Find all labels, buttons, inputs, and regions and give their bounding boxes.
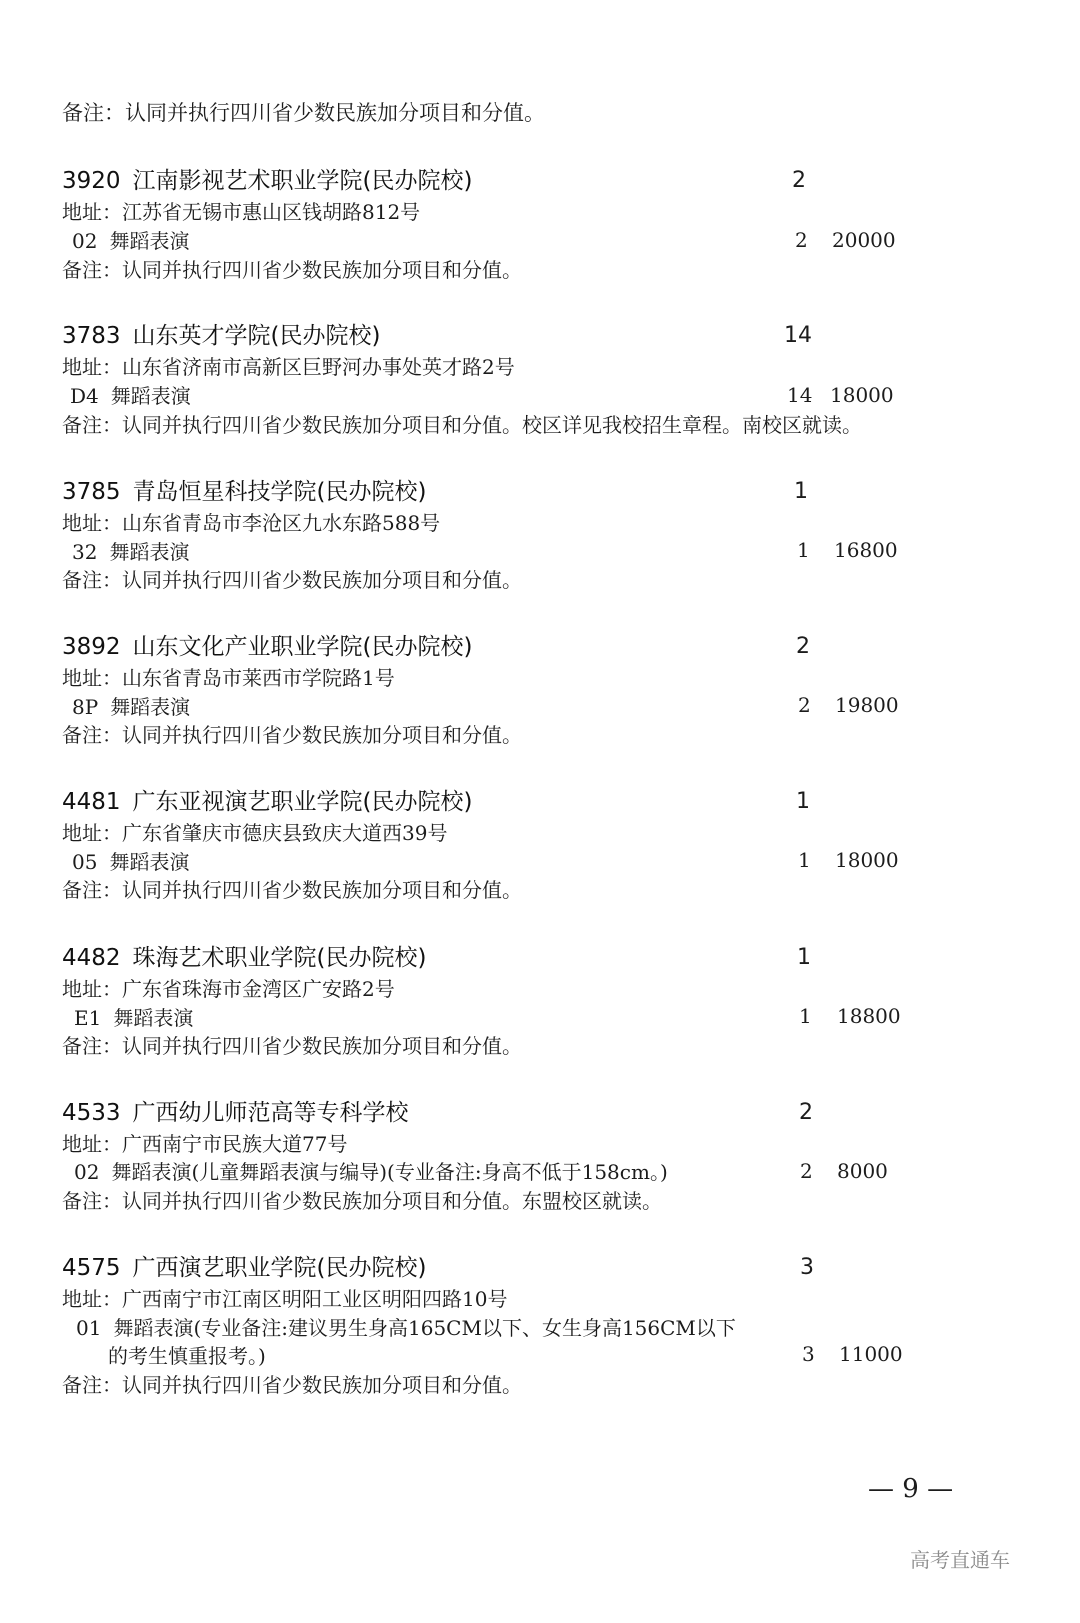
school-name: 山东文化产业职业学院(民办院校) — [132, 634, 473, 660]
major-quota: 3 — [802, 1342, 815, 1366]
major-quota: 14 — [787, 383, 813, 407]
school-total-quota: 1 — [797, 945, 811, 970]
school-address: 地址：山东省济南市高新区巨野河办事处英才路2号 — [62, 355, 515, 379]
major-name: 舞蹈表演(专业备注:建议男生身高165CM以下、女生身高156CM以下 — [113, 1316, 736, 1340]
school-total-quota: 1 — [796, 789, 810, 814]
school-total-quota: 2 — [792, 168, 806, 193]
school-remark: 备注：认同并执行四川省少数民族加分项目和分值。 — [62, 1373, 522, 1397]
major-code: 05 — [72, 850, 98, 874]
school-remark: 备注：认同并执行四川省少数民族加分项目和分值。 — [62, 723, 522, 747]
school-total-quota: 3 — [800, 1255, 814, 1280]
major-code: 02 — [72, 229, 98, 253]
school-code: 4533 — [62, 1100, 121, 1126]
major-quota: 2 — [800, 1159, 813, 1183]
top-remark: 备注：认同并执行四川省少数民族加分项目和分值。 — [62, 101, 545, 125]
major-fee: 18000 — [830, 383, 894, 407]
school-address: 地址：广东省珠海市金湾区广安路2号 — [62, 977, 395, 1001]
major-fee: 20000 — [832, 228, 896, 252]
major-code: 8P — [72, 695, 99, 719]
major-fee: 11000 — [839, 1342, 903, 1366]
major-name: 舞蹈表演 — [109, 540, 190, 564]
school-name: 江南影视艺术职业学院(民办院校) — [132, 168, 473, 194]
school-name: 珠海艺术职业学院(民办院校) — [132, 945, 427, 971]
school-remark: 备注：认同并执行四川省少数民族加分项目和分值。 — [62, 1034, 522, 1058]
major-name: 舞蹈表演 — [110, 695, 191, 719]
school-total-quota: 2 — [796, 634, 810, 659]
school-header — [62, 789, 473, 817]
major-row — [72, 229, 189, 253]
major-fee: 19800 — [835, 693, 899, 717]
major-code: 02 — [74, 1160, 100, 1184]
major-quota: 1 — [798, 848, 811, 872]
school-header — [62, 168, 473, 196]
school-remark: 备注：认同并执行四川省少数民族加分项目和分值。校区详见我校招生章程。南校区就读。 — [62, 413, 862, 437]
school-name: 青岛恒星科技学院(民办院校) — [132, 479, 427, 505]
major-row — [70, 384, 191, 408]
school-remark: 备注：认同并执行四川省少数民族加分项目和分值。 — [62, 568, 522, 592]
major-name: 舞蹈表演 — [109, 850, 190, 874]
school-code: 4482 — [62, 945, 121, 971]
school-header — [62, 1255, 427, 1283]
major-row — [76, 1316, 736, 1340]
school-code: 3892 — [62, 634, 121, 660]
school-code: 4575 — [62, 1255, 121, 1281]
major-row — [74, 1006, 193, 1030]
school-name: 广西幼儿师范高等专科学校 — [132, 1100, 409, 1126]
major-quota: 2 — [798, 693, 811, 717]
major-name: 舞蹈表演 — [110, 384, 191, 408]
school-total-quota: 1 — [794, 479, 808, 504]
school-name: 山东英才学院(民办院校) — [132, 323, 381, 349]
major-fee: 18800 — [837, 1004, 901, 1028]
major-code: 01 — [76, 1316, 102, 1340]
school-total-quota: 14 — [784, 323, 812, 348]
school-remark: 备注：认同并执行四川省少数民族加分项目和分值。 — [62, 258, 522, 282]
school-remark: 备注：认同并执行四川省少数民族加分项目和分值。东盟校区就读。 — [62, 1189, 662, 1213]
school-header — [62, 323, 381, 351]
major-row — [72, 695, 190, 719]
school-code: 3785 — [62, 479, 121, 505]
major-fee: 8000 — [837, 1159, 888, 1183]
school-code: 3920 — [62, 168, 121, 194]
school-header — [62, 479, 427, 507]
school-name: 广东亚视演艺职业学院(民办院校) — [132, 789, 473, 815]
school-header — [62, 1100, 409, 1128]
major-code: E1 — [74, 1006, 102, 1030]
major-code: D4 — [70, 384, 99, 408]
school-address: 地址：山东省青岛市李沧区九水东路588号 — [62, 511, 441, 535]
school-header — [62, 634, 473, 662]
major-quota: 2 — [795, 228, 808, 252]
school-remark: 备注：认同并执行四川省少数民族加分项目和分值。 — [62, 878, 522, 902]
school-header — [62, 945, 427, 973]
major-row — [74, 1160, 668, 1184]
major-row — [72, 850, 189, 874]
school-address: 地址：广西南宁市江南区明阳工业区明阳四路10号 — [62, 1287, 508, 1311]
major-row — [72, 540, 189, 564]
school-total-quota: 2 — [799, 1100, 813, 1125]
school-code: 3783 — [62, 323, 121, 349]
major-code: 32 — [72, 540, 98, 564]
major-name: 舞蹈表演(儿童舞蹈表演与编导)(专业备注:身高不低于158cm。) — [111, 1160, 668, 1184]
school-address: 地址：江苏省无锡市惠山区钱胡路812号 — [62, 200, 421, 224]
major-name: 舞蹈表演 — [113, 1006, 194, 1030]
major-quota: 1 — [797, 538, 810, 562]
school-address: 地址：山东省青岛市莱西市学院路1号 — [62, 666, 395, 690]
major-quota: 1 — [799, 1004, 812, 1028]
major-name-continued: 的考生慎重报考。) — [108, 1344, 266, 1368]
school-address: 地址：广东省肇庆市德庆县致庆大道西39号 — [62, 821, 448, 845]
page-number: — 9 — — [868, 1474, 954, 1504]
school-code: 4481 — [62, 789, 121, 815]
major-name: 舞蹈表演 — [109, 229, 190, 253]
major-fee: 16800 — [834, 538, 898, 562]
watermark-text: 高考直通车 — [910, 1548, 1010, 1572]
school-address: 地址：广西南宁市民族大道77号 — [62, 1132, 348, 1156]
school-name: 广西演艺职业学院(民办院校) — [132, 1255, 427, 1281]
major-fee: 18000 — [835, 848, 899, 872]
